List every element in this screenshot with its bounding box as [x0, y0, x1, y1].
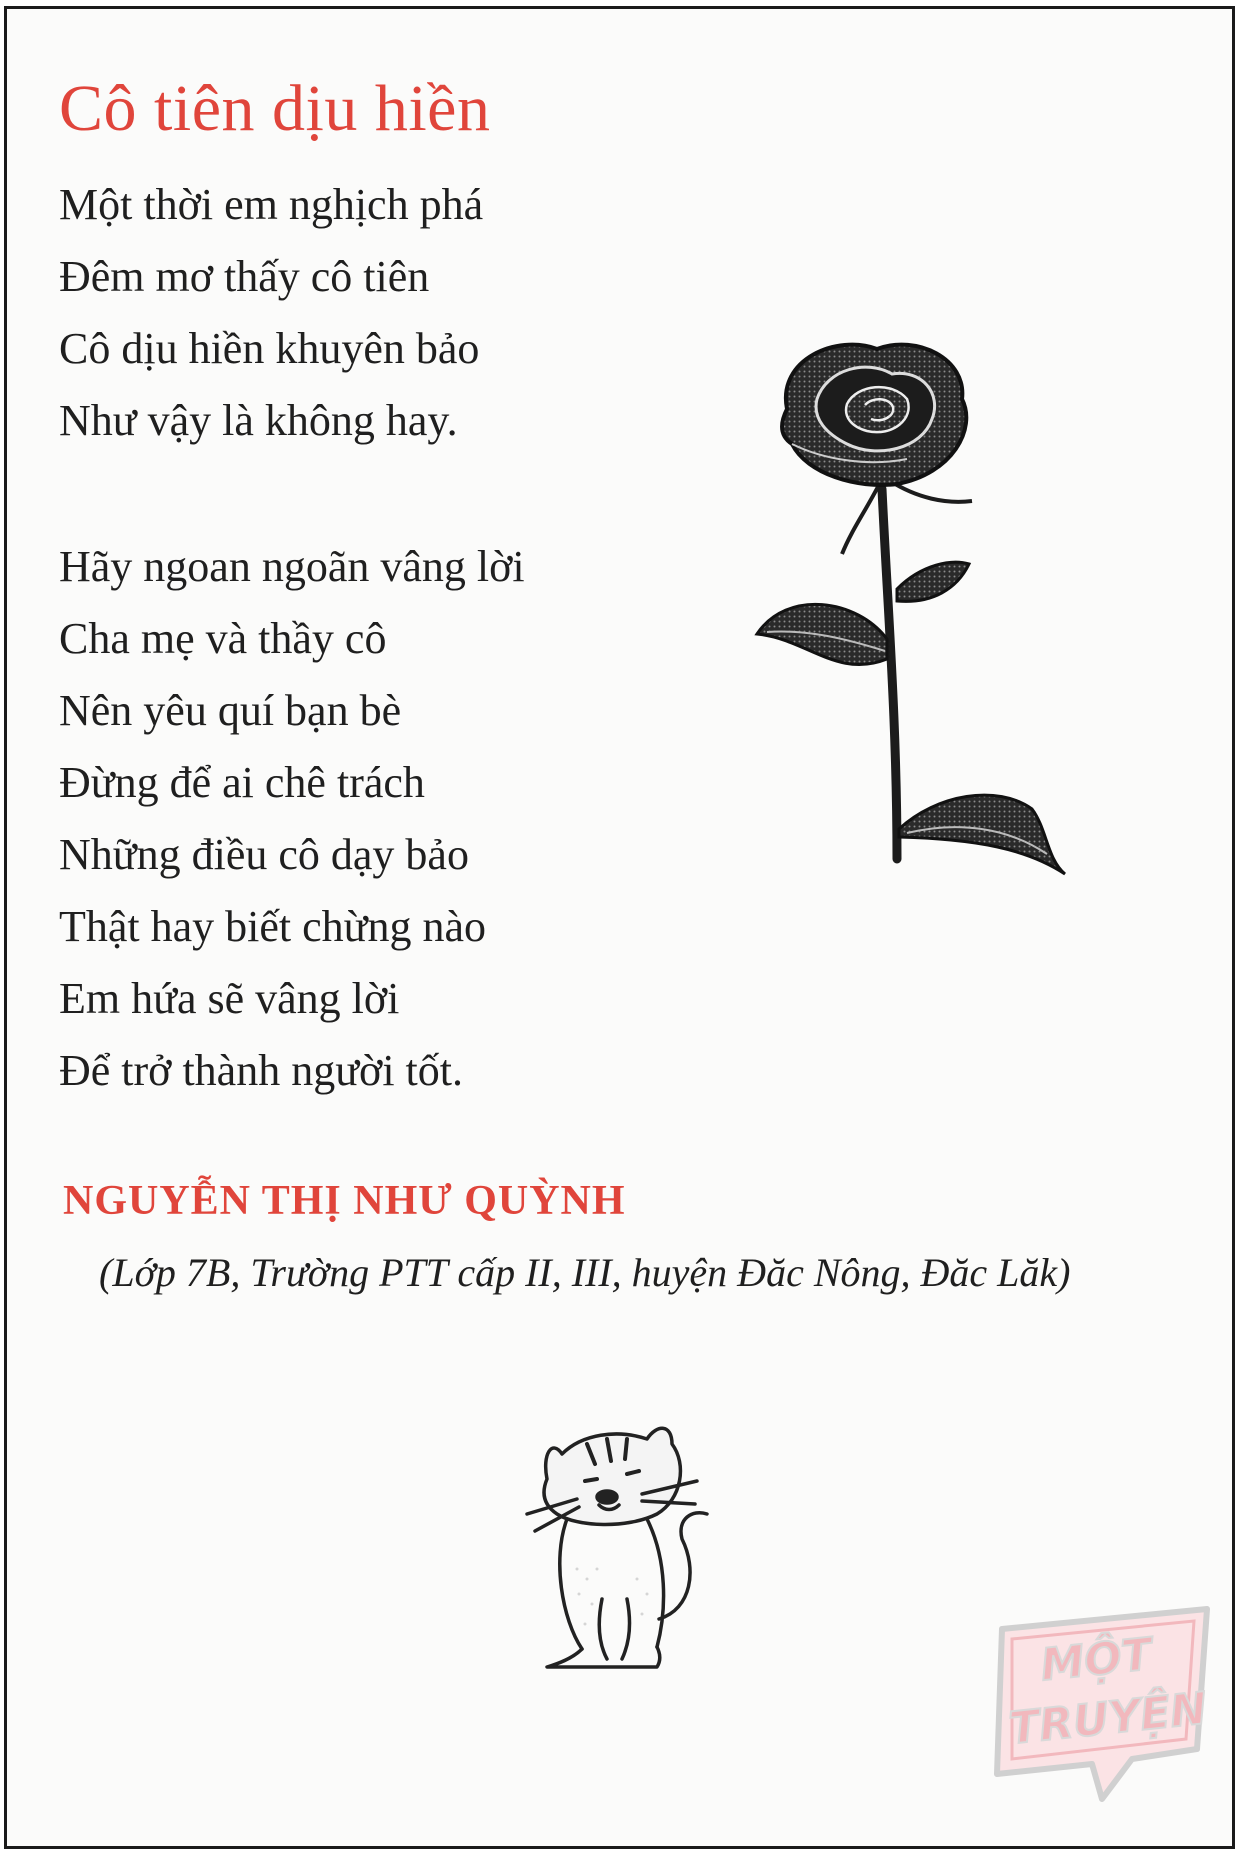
- poem-line: Em hứa sẽ vâng lời: [59, 974, 400, 1023]
- poem-line: Một thời em nghịch phá: [59, 180, 484, 229]
- poem-line: Thật hay biết chừng nào: [59, 902, 487, 951]
- poem-line: Đêm mơ thấy cô tiên: [59, 252, 430, 301]
- poem-line: Những điều cô dạy bảo: [59, 830, 469, 879]
- poem-line: Nên yêu quí bạn bè: [59, 686, 402, 735]
- watermark-text-1: MỘT: [1038, 1628, 1155, 1692]
- poem-page: [4, 6, 1235, 1849]
- poem-line: Cha mẹ và thầy cô: [59, 614, 387, 663]
- poem-line: Hãy ngoan ngoãn vâng lời: [59, 542, 525, 591]
- author-name: NGUYỄN THỊ NHƯ QUỲNH: [63, 1178, 626, 1224]
- rose-illustration: [747, 339, 1077, 899]
- poem-line: Để trở thành người tốt.: [59, 1046, 463, 1095]
- watermark-text-2: TRUYỆN: [1006, 1683, 1210, 1755]
- stanza-2: [59, 531, 525, 1107]
- kitten-illustration: [507, 1419, 757, 1689]
- author-affiliation: (Lớp 7B, Trường PTT cấp II, III, huyện Đăc Nông, Đăc Lăk): [99, 1250, 1071, 1295]
- poem-line: Cô dịu hiền khuyên bảo: [59, 324, 480, 373]
- poem-line: Đừng để ai chê trách: [59, 758, 425, 807]
- watermark-logo: [982, 1599, 1222, 1809]
- poem-line: Như vậy là không hay.: [59, 396, 458, 445]
- poem-title: Cô tiên dịu hiền: [59, 72, 491, 145]
- stanza-1: [59, 169, 483, 457]
